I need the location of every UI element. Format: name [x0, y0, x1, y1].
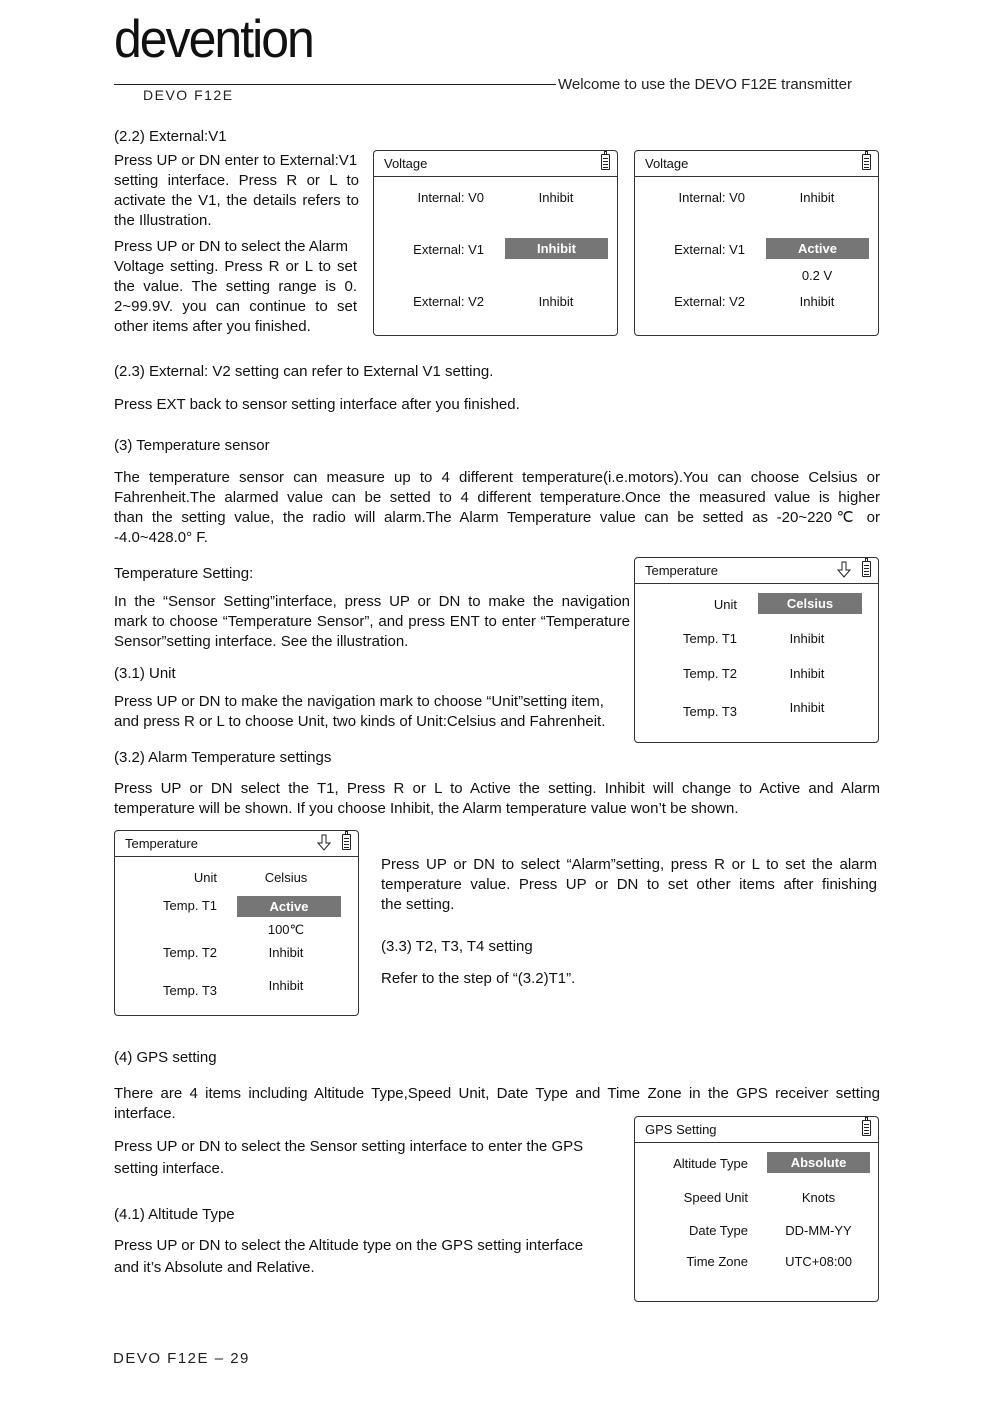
row-label: Temp. T1 — [683, 631, 737, 646]
row-label: Temp. T2 — [163, 945, 217, 960]
row-label: Altitude Type — [673, 1156, 748, 1171]
section-3-3-line: Refer to the step of “(3.2)T1”. — [381, 970, 576, 987]
row-value: Inhibit — [538, 294, 574, 309]
row-label: Internal: V0 — [678, 190, 745, 205]
section-heading-4: (4) GPS setting — [114, 1049, 217, 1066]
row-value: Inhibit — [789, 700, 825, 715]
text-line: temperature will be shown. If you choose Inhibit, the Alarm temperature value won’t be shown. — [114, 800, 739, 817]
text-line: Press UP or DN select the T1, Press R or L to Active the setting. Inhibit will change to Active and Alarm — [114, 780, 880, 797]
section-3-1-para — [114, 692, 626, 732]
row-value: Celsius — [264, 870, 308, 885]
row-value: DD-MM-YY — [785, 1223, 852, 1238]
row-value-highlighted[interactable]: Inhibit — [505, 238, 608, 259]
text-line: the value. The setting range is 0. — [114, 278, 357, 295]
temperature-screen-alarm — [114, 830, 359, 1016]
text-line: and it’s Absolute and Relative. — [114, 1259, 315, 1276]
temperature-setting-heading: Temperature Setting: — [114, 565, 254, 582]
temperature-setting-para — [114, 592, 630, 652]
text-line: In the “Sensor Setting”interface, press UP or DN to make the navigation — [114, 593, 630, 610]
text-line: setting interface. Press R or L to — [114, 172, 359, 189]
text-line: Fahrenheit.The alarmed value can be setted to 4 different temperature.Once the measured value is higher — [114, 489, 880, 506]
row-label: Date Type — [688, 1223, 748, 1238]
row-label: Temp. T3 — [163, 983, 217, 998]
row-value: Knots — [801, 1190, 836, 1205]
section-heading-3-1: (3.1) Unit — [114, 665, 176, 682]
section-2-3-line-2: Press EXT back to sensor setting interface after you finished. — [114, 396, 520, 413]
text-line: 2~99.9V. you can continue to set — [114, 298, 357, 315]
screen-title-bar — [635, 151, 878, 177]
brand-logo: devention — [114, 9, 313, 69]
screen-title-bar — [374, 151, 617, 177]
screen-title-bar — [635, 558, 878, 584]
gps-setting-screen — [634, 1116, 879, 1302]
text-line: Press UP or DN to select the Altitude type on the GPS setting interface — [114, 1237, 584, 1254]
section-heading-2-2: (2.2) External:V1 — [114, 128, 227, 145]
row-label: Speed Unit — [683, 1190, 748, 1205]
section-3-2-para — [114, 779, 880, 819]
section-4-para-2 — [114, 1136, 620, 1180]
row-label: Temp. T2 — [683, 666, 737, 681]
section-2-3-line-1: (2.3) External: V2 setting can refer to External V1 setting. — [114, 363, 494, 380]
screen-title: Temperature — [645, 563, 718, 578]
battery-icon — [862, 154, 871, 170]
screen-title: Voltage — [645, 156, 689, 171]
row-value: UTC+08:00 — [785, 1254, 852, 1269]
text-line: mark to choose “Temperature Sensor”, and press ENT to enter “Temperature — [114, 613, 630, 630]
row-label: Unit — [193, 870, 217, 885]
battery-icon — [342, 834, 351, 850]
row-value-highlighted[interactable]: Active — [766, 238, 869, 259]
text-line: temperature value. Press UP or DN to set other items after finishing — [381, 876, 877, 893]
text-line: Press UP or DN to select the Sensor setting interface to enter the GPS — [114, 1138, 584, 1155]
row-value: Inhibit — [799, 190, 835, 205]
text-line: Press UP or DN to select the Alarm — [114, 238, 348, 255]
row-label: Unit — [713, 597, 737, 612]
row-value: Inhibit — [268, 978, 304, 993]
header-welcome: Welcome to use the DEVO F12E transmitter — [558, 76, 853, 93]
row-label: Temp. T3 — [683, 704, 737, 719]
text-line: and press R or L to choose Unit, two kinds of Unit:Celsius and Fahrenheit. — [114, 713, 606, 730]
text-line: Press UP or DN to make the navigation mark to choose “Unit”setting item, — [114, 693, 604, 710]
text-line: There are 4 items including Altitude Type,Speed Unit, Date Type and Time Zone in the GPS receiver setting — [114, 1085, 880, 1102]
screen-title-bar — [115, 831, 358, 857]
row-value: Inhibit — [538, 190, 574, 205]
text-line: the setting. — [381, 896, 455, 913]
screen-title: GPS Setting — [645, 1122, 717, 1137]
row-label: Internal: V0 — [417, 190, 484, 205]
text-line: Voltage setting. Press R or L to set — [114, 258, 357, 275]
row-value-highlighted[interactable]: Active — [237, 896, 341, 917]
section-3-para — [114, 468, 880, 548]
screen-title: Temperature — [125, 836, 198, 851]
arrow-down-icon — [836, 561, 852, 579]
text-line: the Illustration. — [114, 212, 212, 229]
row-value: Inhibit — [789, 666, 825, 681]
text-line: Sensor”setting interface. See the illustration. — [114, 633, 409, 650]
section-2-2-para-2 — [114, 237, 357, 337]
text-line: activate the V1, the details refers to — [114, 192, 359, 209]
text-line: than the setting value, the radio will alarm.The Alarm Temperature value can be setted as -20~220℃ or — [114, 509, 880, 526]
row-sub-value: 100℃ — [267, 922, 305, 937]
text-line: The temperature sensor can measure up to 4 different temperature(i.e.motors).You can choose Celsius or — [114, 469, 880, 486]
section-4-1-para — [114, 1235, 620, 1279]
header-model: DEVO F12E — [143, 87, 234, 103]
row-sub-value: 0.2 V — [801, 268, 833, 283]
row-label: Time Zone — [686, 1254, 748, 1269]
screen-title-bar — [635, 1117, 878, 1143]
row-value-highlighted[interactable]: Celsius — [758, 593, 862, 614]
text-line: -4.0~428.0° F. — [114, 529, 208, 546]
battery-icon — [862, 561, 871, 577]
page-footer: DEVO F12E – 29 — [113, 1350, 250, 1367]
row-label: External: V2 — [674, 294, 745, 309]
text-line: setting interface. — [114, 1160, 225, 1177]
row-value: Inhibit — [799, 294, 835, 309]
row-label: External: V1 — [674, 242, 745, 257]
battery-icon — [862, 1120, 871, 1136]
text-line: Press UP or DN enter to External:V1 — [114, 152, 358, 169]
row-value: Inhibit — [268, 945, 304, 960]
screen-title: Voltage — [384, 156, 428, 171]
row-label: External: V1 — [413, 242, 484, 257]
section-heading-3-3: (3.3) T2, T3, T4 setting — [381, 938, 533, 955]
section-3-2-side-para — [381, 855, 877, 915]
header-rule — [114, 84, 556, 85]
section-heading-3: (3) Temperature sensor — [114, 437, 270, 454]
row-label: External: V2 — [413, 294, 484, 309]
temperature-screen-unit — [634, 557, 879, 743]
section-heading-3-2: (3.2) Alarm Temperature settings — [114, 749, 332, 766]
battery-icon — [601, 154, 610, 170]
text-line: Press UP or DN to select “Alarm”setting, press R or L to set the alarm — [381, 856, 877, 873]
row-value: Inhibit — [789, 631, 825, 646]
section-heading-4-1: (4.1) Altitude Type — [114, 1206, 235, 1223]
row-value-highlighted[interactable]: Absolute — [767, 1152, 870, 1173]
arrow-down-icon — [316, 834, 332, 852]
voltage-screen-inhibit — [373, 150, 618, 336]
text-line: interface. — [114, 1105, 176, 1122]
voltage-screen-active — [634, 150, 879, 336]
row-label: Temp. T1 — [163, 898, 217, 913]
text-line: other items after you finished. — [114, 318, 311, 335]
section-2-2-para-1 — [114, 151, 359, 231]
